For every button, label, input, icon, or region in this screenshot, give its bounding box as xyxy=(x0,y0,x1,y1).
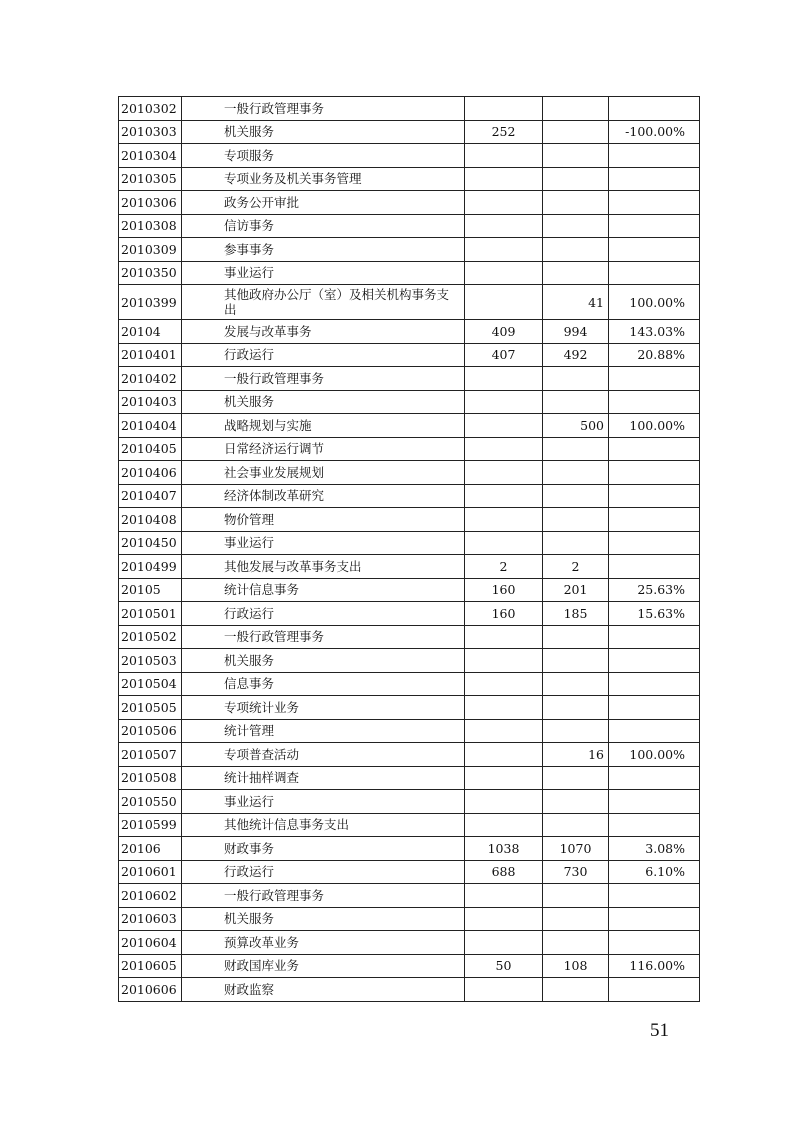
row-value-curr: 492 xyxy=(543,343,609,367)
row-value-curr xyxy=(543,813,609,837)
table-row xyxy=(119,884,700,908)
table-row xyxy=(119,931,700,955)
row-value-curr: 2 xyxy=(543,555,609,579)
row-change-pct xyxy=(609,649,700,673)
budget-table-body xyxy=(119,97,700,1002)
row-value-prev xyxy=(465,766,543,790)
table-row xyxy=(119,191,700,215)
row-value-curr: 730 xyxy=(543,860,609,884)
row-code: 2010350 xyxy=(119,261,182,285)
table-row xyxy=(119,743,700,767)
row-value-prev xyxy=(465,461,543,485)
row-value-curr xyxy=(543,719,609,743)
row-name: 其他发展与改革事务支出 xyxy=(182,555,465,579)
row-name: 机关服务 xyxy=(182,907,465,931)
row-name: 一般行政管理事务 xyxy=(182,97,465,121)
row-change-pct: 100.00% xyxy=(609,285,700,320)
row-value-prev: 2 xyxy=(465,555,543,579)
row-value-prev xyxy=(465,907,543,931)
row-name: 机关服务 xyxy=(182,649,465,673)
row-value-prev xyxy=(465,508,543,532)
row-change-pct xyxy=(609,214,700,238)
row-code: 2010504 xyxy=(119,672,182,696)
row-value-prev: 50 xyxy=(465,954,543,978)
table-row xyxy=(119,238,700,262)
row-change-pct xyxy=(609,978,700,1002)
table-row xyxy=(119,97,700,121)
row-name: 财政监察 xyxy=(182,978,465,1002)
table-row xyxy=(119,790,700,814)
row-name: 统计管理 xyxy=(182,719,465,743)
row-value-curr xyxy=(543,144,609,168)
row-code: 2010550 xyxy=(119,790,182,814)
row-name: 事业运行 xyxy=(182,531,465,555)
table-row xyxy=(119,555,700,579)
row-name: 战略规划与实施 xyxy=(182,414,465,438)
row-code: 2010601 xyxy=(119,860,182,884)
row-value-prev: 160 xyxy=(465,602,543,626)
row-value-curr: 201 xyxy=(543,578,609,602)
row-value-prev xyxy=(465,238,543,262)
row-code: 2010450 xyxy=(119,531,182,555)
table-row xyxy=(119,167,700,191)
row-value-curr xyxy=(543,766,609,790)
row-value-prev xyxy=(465,672,543,696)
row-value-curr: 185 xyxy=(543,602,609,626)
table-row xyxy=(119,461,700,485)
row-name: 统计抽样调查 xyxy=(182,766,465,790)
row-change-pct xyxy=(609,97,700,121)
row-code: 2010499 xyxy=(119,555,182,579)
table-row xyxy=(119,144,700,168)
table-row xyxy=(119,261,700,285)
row-code: 2010408 xyxy=(119,508,182,532)
table-row xyxy=(119,285,700,320)
table-row xyxy=(119,531,700,555)
row-value-curr xyxy=(543,625,609,649)
row-name: 统计信息事务 xyxy=(182,578,465,602)
row-value-prev xyxy=(465,531,543,555)
row-change-pct xyxy=(609,696,700,720)
row-code: 2010309 xyxy=(119,238,182,262)
row-value-curr xyxy=(543,484,609,508)
row-name: 一般行政管理事务 xyxy=(182,884,465,908)
row-value-prev xyxy=(465,625,543,649)
row-change-pct xyxy=(609,884,700,908)
row-value-prev xyxy=(465,884,543,908)
row-code: 2010399 xyxy=(119,285,182,320)
row-code: 2010502 xyxy=(119,625,182,649)
row-name: 专项服务 xyxy=(182,144,465,168)
row-name: 发展与改革事务 xyxy=(182,320,465,344)
row-value-curr xyxy=(543,367,609,391)
row-change-pct xyxy=(609,813,700,837)
row-value-curr xyxy=(543,437,609,461)
row-value-curr: 1070 xyxy=(543,837,609,861)
row-code: 2010304 xyxy=(119,144,182,168)
row-code: 2010501 xyxy=(119,602,182,626)
row-code: 2010407 xyxy=(119,484,182,508)
row-change-pct xyxy=(609,390,700,414)
row-change-pct xyxy=(609,461,700,485)
table-row xyxy=(119,978,700,1002)
row-code: 2010604 xyxy=(119,931,182,955)
row-name: 日常经济运行调节 xyxy=(182,437,465,461)
row-value-prev xyxy=(465,414,543,438)
row-code: 2010306 xyxy=(119,191,182,215)
row-value-curr xyxy=(543,672,609,696)
row-change-pct xyxy=(609,625,700,649)
row-change-pct: 6.10% xyxy=(609,860,700,884)
table-row xyxy=(119,414,700,438)
row-value-prev xyxy=(465,484,543,508)
row-change-pct xyxy=(609,367,700,391)
row-value-curr: 108 xyxy=(543,954,609,978)
table-row xyxy=(119,390,700,414)
row-value-prev xyxy=(465,144,543,168)
row-value-prev xyxy=(465,97,543,121)
row-code: 2010508 xyxy=(119,766,182,790)
page-number: 51 xyxy=(650,1020,669,1041)
row-code: 20104 xyxy=(119,320,182,344)
row-name: 物价管理 xyxy=(182,508,465,532)
row-value-prev xyxy=(465,931,543,955)
row-value-curr xyxy=(543,978,609,1002)
table-row xyxy=(119,602,700,626)
row-change-pct xyxy=(609,672,700,696)
row-code: 2010406 xyxy=(119,461,182,485)
row-code: 2010507 xyxy=(119,743,182,767)
row-change-pct: 143.03% xyxy=(609,320,700,344)
row-value-prev: 407 xyxy=(465,343,543,367)
row-name: 其他政府办公厅（室）及相关机构事务支出 xyxy=(182,285,465,320)
table-row xyxy=(119,837,700,861)
table-row xyxy=(119,766,700,790)
row-code: 2010403 xyxy=(119,390,182,414)
row-name: 专项统计业务 xyxy=(182,696,465,720)
row-change-pct xyxy=(609,531,700,555)
row-change-pct xyxy=(609,719,700,743)
table-row xyxy=(119,649,700,673)
row-value-prev xyxy=(465,191,543,215)
row-name: 其他统计信息事务支出 xyxy=(182,813,465,837)
row-name: 事业运行 xyxy=(182,790,465,814)
table-row xyxy=(119,954,700,978)
table-row xyxy=(119,508,700,532)
row-code: 2010603 xyxy=(119,907,182,931)
table-row xyxy=(119,320,700,344)
row-change-pct: 3.08% xyxy=(609,837,700,861)
row-change-pct: -100.00% xyxy=(609,120,700,144)
table-row xyxy=(119,719,700,743)
table-row xyxy=(119,907,700,931)
table-row xyxy=(119,367,700,391)
row-change-pct: 100.00% xyxy=(609,743,700,767)
row-name: 信息事务 xyxy=(182,672,465,696)
row-value-curr xyxy=(543,238,609,262)
row-code: 2010303 xyxy=(119,120,182,144)
row-value-curr: 16 xyxy=(543,743,609,767)
row-value-curr: 994 xyxy=(543,320,609,344)
table-row xyxy=(119,578,700,602)
table-row xyxy=(119,860,700,884)
row-value-prev xyxy=(465,813,543,837)
table-row xyxy=(119,696,700,720)
row-value-prev xyxy=(465,978,543,1002)
row-value-prev xyxy=(465,649,543,673)
row-code: 2010302 xyxy=(119,97,182,121)
row-value-curr xyxy=(543,461,609,485)
row-name: 信访事务 xyxy=(182,214,465,238)
row-value-curr xyxy=(543,649,609,673)
row-change-pct: 20.88% xyxy=(609,343,700,367)
row-value-prev xyxy=(465,437,543,461)
row-name: 财政事务 xyxy=(182,837,465,861)
row-change-pct xyxy=(609,766,700,790)
row-code: 2010305 xyxy=(119,167,182,191)
row-change-pct xyxy=(609,167,700,191)
row-value-prev xyxy=(465,367,543,391)
row-value-prev xyxy=(465,261,543,285)
row-value-curr xyxy=(543,120,609,144)
row-name: 参事事务 xyxy=(182,238,465,262)
row-value-prev xyxy=(465,167,543,191)
row-value-curr xyxy=(543,790,609,814)
row-code: 2010506 xyxy=(119,719,182,743)
table-row xyxy=(119,343,700,367)
row-value-curr xyxy=(543,97,609,121)
row-code: 2010605 xyxy=(119,954,182,978)
row-name: 预算改革业务 xyxy=(182,931,465,955)
row-name: 专项普查活动 xyxy=(182,743,465,767)
row-change-pct xyxy=(609,555,700,579)
row-change-pct xyxy=(609,484,700,508)
row-name: 政务公开审批 xyxy=(182,191,465,215)
row-value-curr xyxy=(543,531,609,555)
row-name: 经济体制改革研究 xyxy=(182,484,465,508)
row-code: 2010599 xyxy=(119,813,182,837)
row-change-pct: 15.63% xyxy=(609,602,700,626)
row-code: 2010606 xyxy=(119,978,182,1002)
row-name: 事业运行 xyxy=(182,261,465,285)
row-name: 行政运行 xyxy=(182,860,465,884)
row-name: 机关服务 xyxy=(182,120,465,144)
row-change-pct xyxy=(609,931,700,955)
row-code: 2010404 xyxy=(119,414,182,438)
row-value-prev xyxy=(465,719,543,743)
row-name: 一般行政管理事务 xyxy=(182,367,465,391)
row-change-pct xyxy=(609,261,700,285)
row-code: 2010401 xyxy=(119,343,182,367)
table-row xyxy=(119,484,700,508)
row-change-pct xyxy=(609,144,700,168)
row-change-pct: 116.00% xyxy=(609,954,700,978)
row-value-prev: 409 xyxy=(465,320,543,344)
row-code: 2010308 xyxy=(119,214,182,238)
row-code: 20105 xyxy=(119,578,182,602)
row-change-pct xyxy=(609,191,700,215)
row-value-prev xyxy=(465,696,543,720)
row-change-pct xyxy=(609,437,700,461)
table-row xyxy=(119,437,700,461)
row-name: 行政运行 xyxy=(182,343,465,367)
row-name: 财政国库业务 xyxy=(182,954,465,978)
row-change-pct xyxy=(609,238,700,262)
row-value-prev: 1038 xyxy=(465,837,543,861)
table-row xyxy=(119,672,700,696)
row-name: 一般行政管理事务 xyxy=(182,625,465,649)
row-name: 行政运行 xyxy=(182,602,465,626)
row-change-pct xyxy=(609,790,700,814)
row-name: 社会事业发展规划 xyxy=(182,461,465,485)
row-code: 2010402 xyxy=(119,367,182,391)
row-change-pct: 100.00% xyxy=(609,414,700,438)
row-value-prev xyxy=(465,743,543,767)
row-value-curr xyxy=(543,214,609,238)
row-change-pct: 25.63% xyxy=(609,578,700,602)
table-row xyxy=(119,120,700,144)
row-value-curr xyxy=(543,191,609,215)
row-code: 2010505 xyxy=(119,696,182,720)
row-value-prev xyxy=(465,390,543,414)
row-value-prev xyxy=(465,214,543,238)
row-value-curr: 41 xyxy=(543,285,609,320)
budget-table xyxy=(118,96,700,1002)
row-value-curr: 500 xyxy=(543,414,609,438)
row-code: 2010602 xyxy=(119,884,182,908)
row-value-curr xyxy=(543,884,609,908)
row-value-curr xyxy=(543,167,609,191)
row-code: 20106 xyxy=(119,837,182,861)
table-row xyxy=(119,214,700,238)
row-value-curr xyxy=(543,390,609,414)
row-change-pct xyxy=(609,508,700,532)
row-value-curr xyxy=(543,261,609,285)
row-value-curr xyxy=(543,907,609,931)
table-row xyxy=(119,625,700,649)
row-value-curr xyxy=(543,696,609,720)
row-value-prev xyxy=(465,790,543,814)
row-name: 专项业务及机关事务管理 xyxy=(182,167,465,191)
row-value-curr xyxy=(543,508,609,532)
row-code: 2010503 xyxy=(119,649,182,673)
table-row xyxy=(119,813,700,837)
row-code: 2010405 xyxy=(119,437,182,461)
row-value-prev xyxy=(465,285,543,320)
row-value-prev: 688 xyxy=(465,860,543,884)
row-value-prev: 252 xyxy=(465,120,543,144)
row-change-pct xyxy=(609,907,700,931)
row-name: 机关服务 xyxy=(182,390,465,414)
row-value-curr xyxy=(543,931,609,955)
row-value-prev: 160 xyxy=(465,578,543,602)
